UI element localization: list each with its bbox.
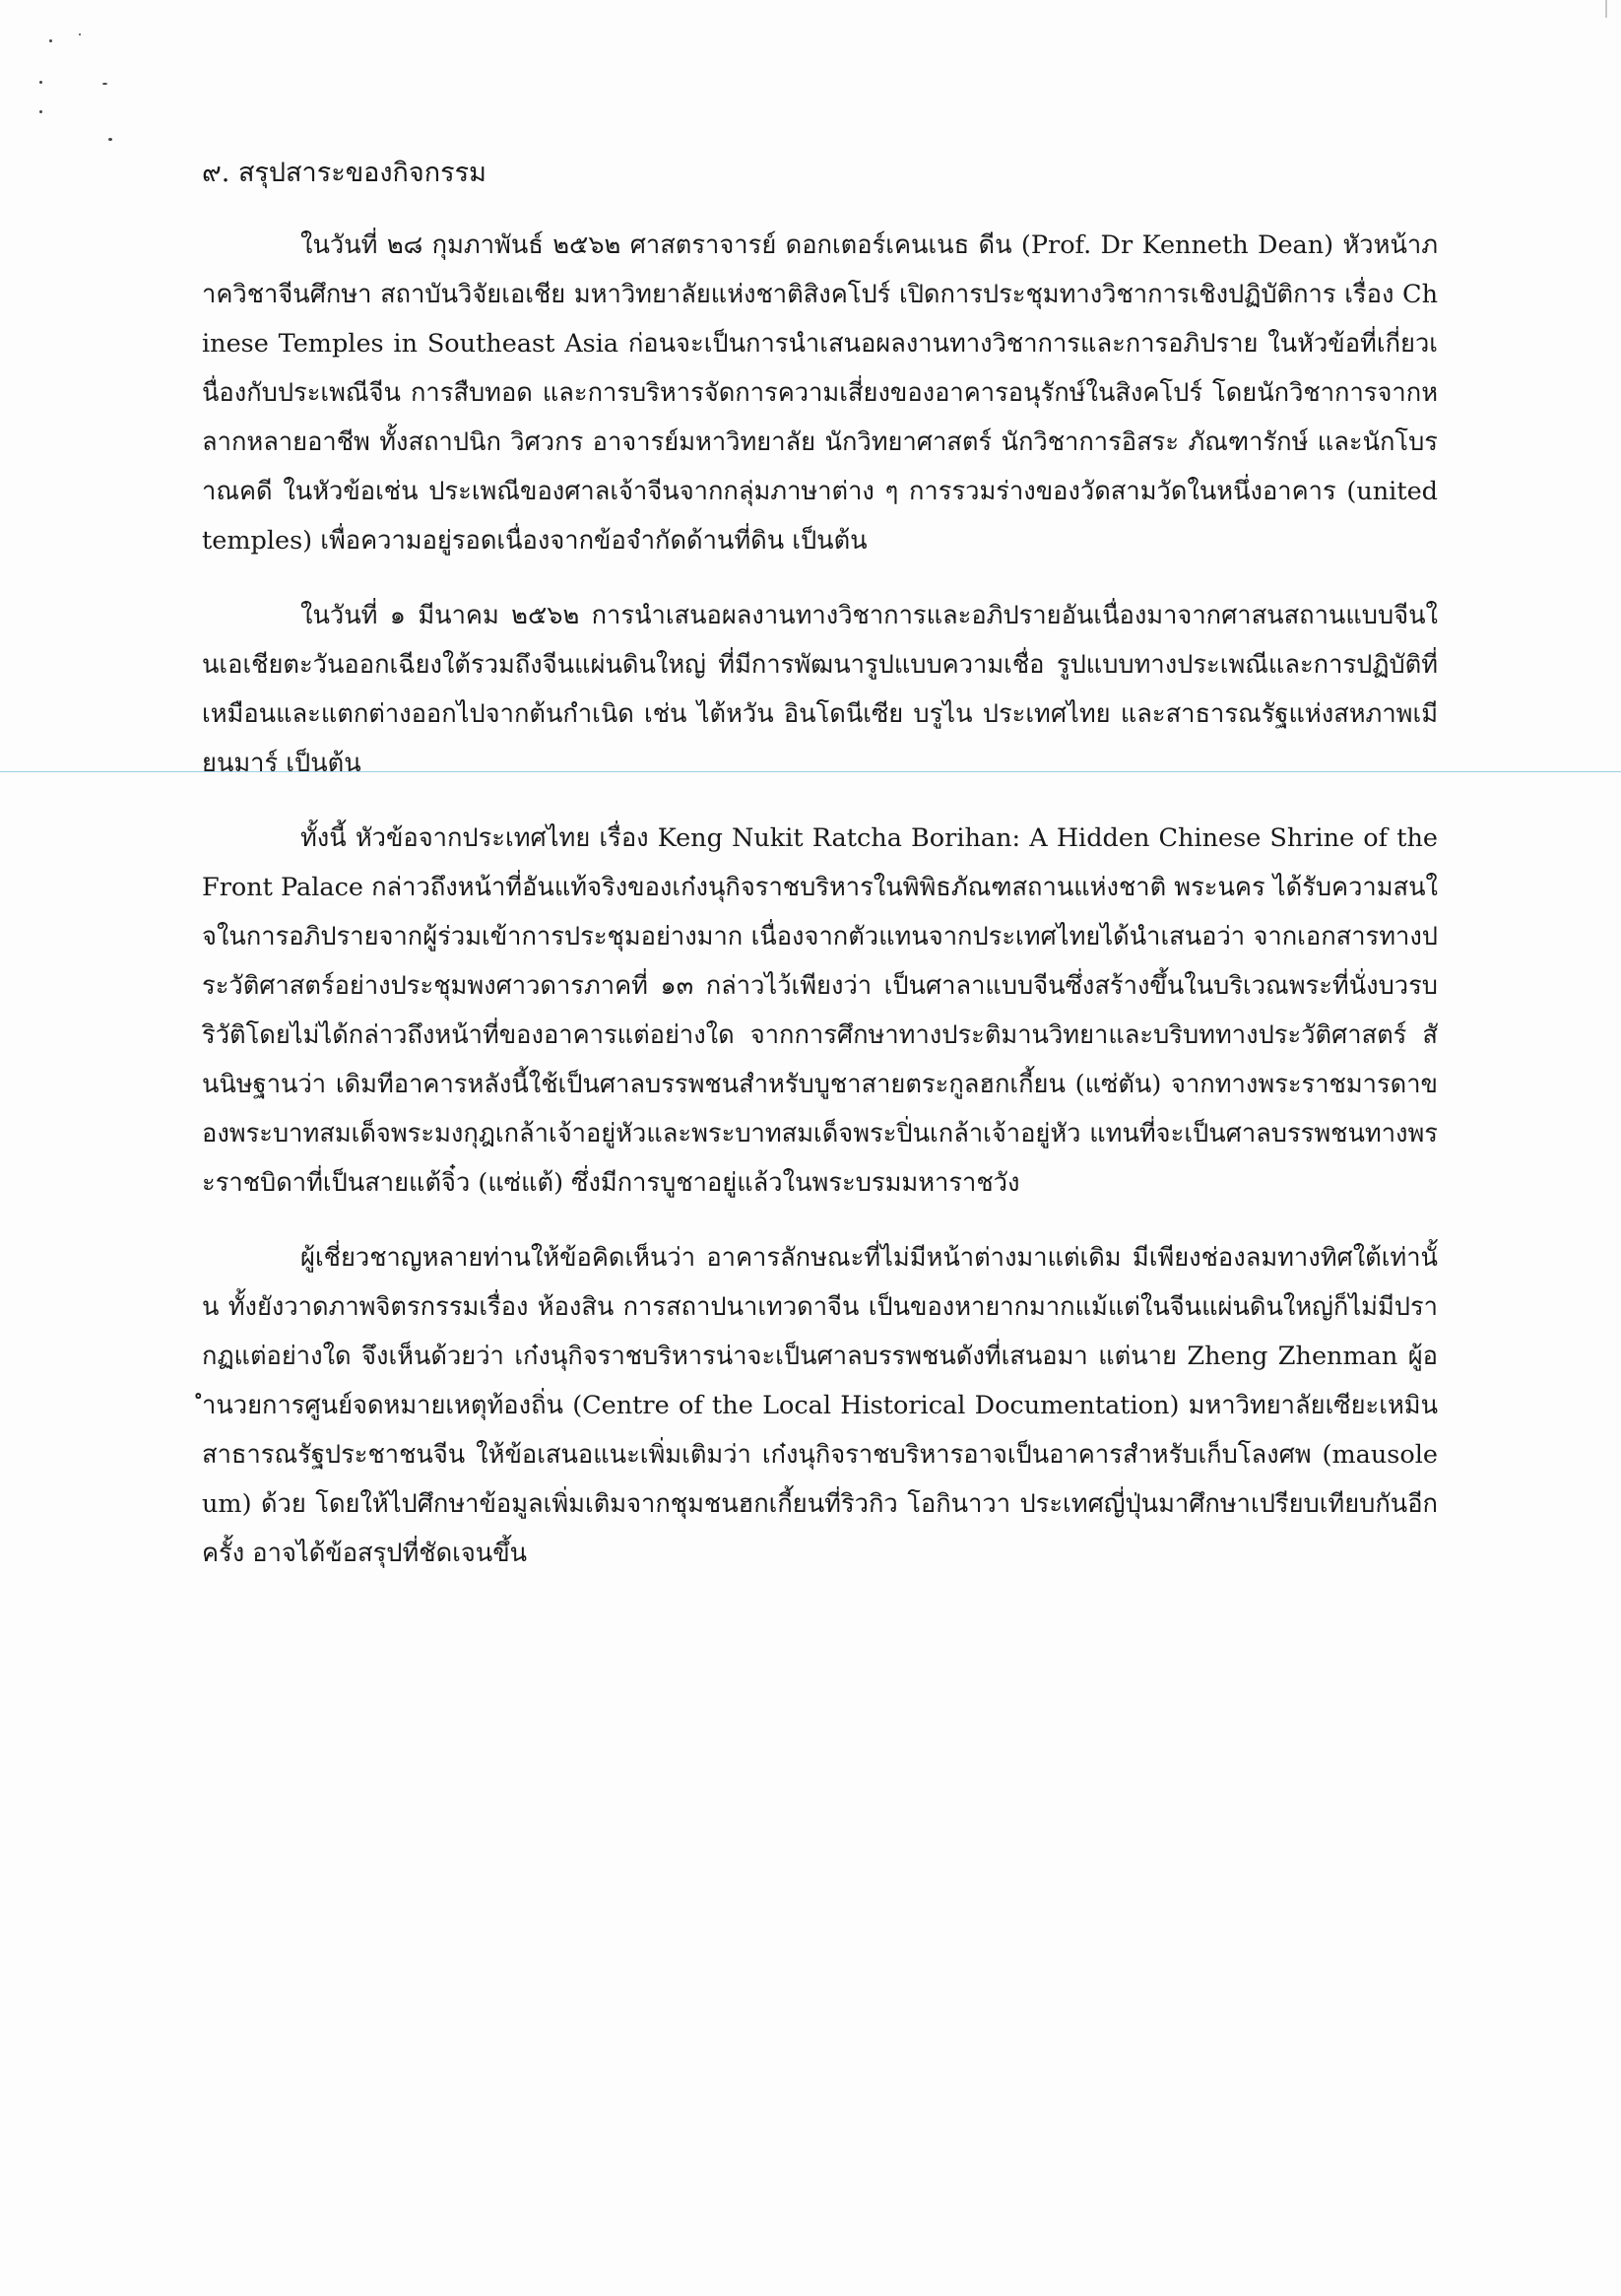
speck xyxy=(39,110,42,113)
speck xyxy=(49,39,52,42)
speck xyxy=(108,138,112,141)
scan-edge-mark xyxy=(1605,0,1607,18)
paragraph-4: ผู้เชี่ยวชาญหลายท่านให้ข้อคิดเห็นว่า อาคารลักษณะที่ไม่มีหน้าต่างมาแต่เดิม มีเพียงช่องลมทางทิศใต้เท่านั้น ทั้งยังวาดภาพจิตรกรรมเรื่อง ห้องสิน การสถาปนาเทวดาจีน เป็นของหายากมากแม้แต่ในจีนแผ่นดินใหญ่ก็ไม่มีปรากฏแต่อย่างใด จึงเห็นด้วยว่า เก๋งนุกิจราชบริหารน่าจะเป็นศาลบรรพชนดังที่เสนอมา แต่นาย Zheng Zhenman ผู้อำนวยการศูนย์จดหมายเหตุท้องถิ่น (Centre of the Local Historical Documentation) มหาวิทยาลัยเซียะเหมิน สาธารณรัฐประชาชนจีน ให้ข้อเสนอแนะเพิ่มเติมว่า เก๋งนุกิจราชบริหารอาจเป็นอาคารสำหรับเก็บโลงศพ (mausoleum) ด้วย โดยให้ไปศึกษาข้อมูลเพิ่มเติมจากชุมชนฮกเกี้ยนที่ริวกิว โอกินาวา ประเทศญี่ปุ่นมาศึกษาเปรียบเทียบกันอีกครั้ง อาจได้ข้อสรุปที่ชัดเจนขึ้น xyxy=(202,1243,1438,1568)
scan-specks xyxy=(49,37,167,146)
speck xyxy=(79,33,81,35)
paragraph-2: ในวันที่ ๑ มีนาคม ๒๕๖๒ การนำเสนอผลงานทางวิชาการและอภิปรายอันเนื่องมาจากศาสนสถานแบบจีนในเอเชียตะวันออกเฉียงใต้รวมถึงจีนแผ่นดินใหญ่ ที่มีการพัฒนารูปแบบความเชื่อ รูปแบบทางประเพณีและการปฏิบัติที่เหมือนและแตกต่างออกไปจากต้นกำเนิด เช่น ไต้หวัน อินโดนีเซีย บรูไน ประเทศไทย และสาธารณรัฐแห่งสหภาพเมียนมาร์ เป็นต้น xyxy=(202,601,1438,778)
document-body xyxy=(202,146,1438,1604)
paragraph-1: ในวันที่ ๒๘ กุมภาพันธ์ ๒๕๖๒ ศาสตราจารย์ ดอกเตอร์เคนเนธ ดีน (Prof. Dr Kenneth Dean) หัวหน้าภาควิชาจีนศึกษา สถาบันวิจัยเอเชีย มหาวิทยาลัยแห่งชาติสิงคโปร์ เปิดการประชุมทางวิชาการเชิงปฏิบัติการ เรื่อง Chinese Temples in Southeast Asia ก่อนจะเป็นการนำเสนอผลงานทางวิชาการและการอภิปราย ในหัวข้อที่เกี่ยวเนื่องกับประเพณีจีน การสืบทอด และการบริหารจัดการความเสี่ยงของอาคารอนุรักษ์ในสิงคโปร์ โดยนักวิชาการจากหลากหลายอาชีพ ทั้งสถาปนิก วิศวกร อาจารย์มหาวิทยาลัย นักวิทยาศาสตร์ นักวิชาการอิสระ ภัณฑารักษ์ และนักโบราณคดี ในหัวข้อเช่น ประเพณีของศาลเจ้าจีนจากกลุ่มภาษาต่าง ๆ การรวมร่างของวัดสามวัดในหนึ่งอาคาร (united temples) เพื่อความอยู่รอดเนื่องจากข้อจำกัดด้านที่ดิน เป็นต้น xyxy=(202,230,1438,556)
speck xyxy=(102,83,107,85)
paragraph-3: ทั้งนี้ หัวข้อจากประเทศไทย เรื่อง Keng Nukit Ratcha Borihan: A Hidden Chinese Shrine of the Front Palace กล่าวถึงหน้าที่อันแท้จริงของเก๋งนุกิจราชบริหารในพิพิธภัณฑสถานแห่งชาติ พระนคร ได้รับความสนใจในการอภิปรายจากผู้ร่วมเข้าการประชุมอย่างมาก เนื่องจากตัวแทนจากประเทศไทยได้นำเสนอว่า จากเอกสารทางประวัติศาสตร์อย่างประชุมพงศาวดารภาคที่ ๑๓ กล่าวไว้เพียงว่า เป็นศาลาแบบจีนซึ่งสร้างขึ้นในบริเวณพระที่นั่งบวรบริวัติโดยไม่ได้กล่าวถึงหน้าที่ของอาคารแต่อย่างใด จากการศึกษาทางประติมานวิทยาและบริบททางประวัติศาสตร์ สันนิษฐานว่า เดิมทีอาคารหลังนี้ใช้เป็นศาลบรรพชนสำหรับบูชาสายตระกูลฮกเกี้ยน (แซ่ตัน) จากทางพระราชมารดาของพระบาทสมเด็จพระมงกุฎเกล้าเจ้าอยู่หัวและพระบาทสมเด็จพระปิ่นเกล้าเจ้าอยู่หัว แทนที่จะเป็นศาลบรรพชนทางพระราชบิดาที่เป็นสายแต้จิ๋ว (แซ่แต้) ซึ่งมีการบูชาอยู่แล้วในพระบรมมหาราชวัง xyxy=(202,823,1438,1198)
speck xyxy=(39,81,42,84)
section-heading: ๙. สรุปสาระของกิจกรรม xyxy=(202,158,486,188)
